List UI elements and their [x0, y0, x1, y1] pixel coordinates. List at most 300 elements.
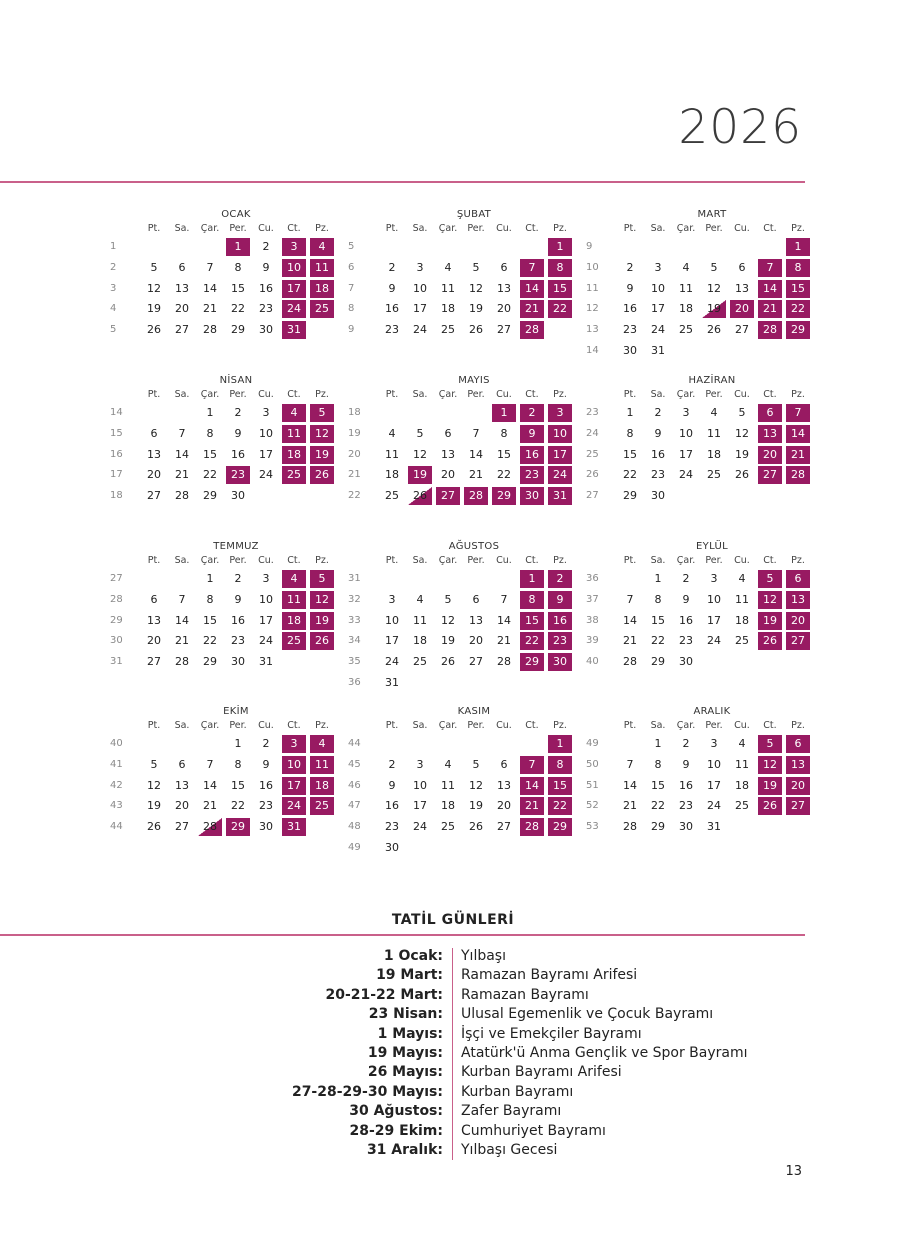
calendar-day: 15 — [548, 280, 572, 298]
calendar-day: 2 — [388, 757, 396, 771]
calendar-day: 25 — [282, 466, 306, 484]
weekday-header: Per. — [229, 223, 247, 234]
week-number: 5 — [110, 324, 117, 336]
calendar-day: 20 — [441, 468, 455, 482]
calendar-day: 20 — [758, 446, 782, 464]
calendar-day: 21 — [758, 300, 782, 318]
week-number: 39 — [586, 635, 599, 647]
week-number: 36 — [348, 677, 361, 688]
calendar-day: 19 — [408, 466, 432, 484]
calendar-day: 23 — [259, 799, 273, 813]
calendar-day: 22 — [203, 634, 217, 648]
calendar-day: 16 — [231, 447, 245, 461]
week-number: 18 — [348, 407, 361, 418]
weekday-header: Pz. — [791, 223, 805, 234]
calendar-day: 31 — [282, 818, 306, 836]
calendar-day: 29 — [520, 653, 544, 671]
calendar-day: 16 — [520, 446, 544, 464]
calendar-day: 17 — [679, 447, 693, 461]
holiday-name: Ramazan Bayramı — [461, 986, 589, 1003]
calendar-day: 6 — [150, 592, 158, 606]
week-number: 21 — [348, 469, 361, 481]
calendar-day: 14 — [469, 447, 483, 461]
calendar-day: 27 — [735, 323, 749, 337]
calendar-day: 6 — [178, 757, 186, 771]
calendar-day: 13 — [175, 778, 189, 792]
weekday-header: Ct. — [525, 720, 539, 731]
holiday-row — [0, 1064, 906, 1083]
calendar-day: 19 — [310, 612, 334, 630]
calendar-day: 11 — [735, 592, 749, 606]
calendar-day: 31 — [282, 321, 306, 339]
calendar-day: 9 — [388, 778, 396, 792]
weekday-header: Pt. — [623, 555, 637, 566]
month-name: HAZİRAN — [688, 375, 736, 386]
calendar-day: 13 — [786, 591, 810, 609]
week-number: 14 — [110, 407, 123, 418]
calendar-day: 20 — [147, 468, 161, 482]
calendar-day: 15 — [786, 280, 810, 298]
top-divider — [0, 181, 805, 183]
weekday-header: Çar. — [438, 555, 458, 566]
calendar-day: 9 — [388, 281, 396, 295]
weekday-header: Cu. — [734, 389, 750, 400]
calendar-day: 18 — [413, 634, 427, 648]
calendar-day: 16 — [548, 612, 572, 630]
weekday-header: Pt. — [623, 223, 637, 234]
weekday-header: Pz. — [315, 223, 329, 234]
calendar-day: 19 — [310, 446, 334, 464]
calendar-day: 22 — [651, 799, 665, 813]
calendar-day: 5 — [472, 757, 480, 771]
calendar-day: 27 — [436, 487, 460, 505]
calendar-day: 22 — [203, 468, 217, 482]
holiday-name: Atatürk'ü Anma Gençlik ve Spor Bayramı — [461, 1045, 748, 1061]
calendar-day: 22 — [786, 300, 810, 318]
calendar-day: 18 — [282, 612, 306, 630]
calendar-day: 17 — [259, 447, 273, 461]
calendar-day: 26 — [147, 820, 161, 834]
calendar-day: 16 — [679, 613, 693, 627]
calendar-day: 23 — [226, 466, 250, 484]
calendar-day: 4 — [738, 737, 746, 750]
calendar-day: 13 — [758, 425, 782, 443]
weekday-header: Cu. — [496, 389, 512, 400]
weekday-header: Per. — [705, 389, 723, 400]
calendar-day: 22 — [520, 632, 544, 650]
calendar-day: 3 — [654, 260, 662, 274]
holiday-row — [0, 1045, 906, 1064]
calendar-day: 20 — [786, 612, 810, 630]
calendar-day: 2 — [682, 572, 690, 585]
calendar-day: 30 — [231, 489, 245, 503]
week-number: 2 — [110, 261, 117, 273]
week-number: 8 — [348, 303, 355, 315]
weekday-header: Pz. — [553, 389, 567, 400]
calendar-day: 6 — [472, 592, 480, 606]
month-name: MAYIS — [458, 375, 490, 386]
calendar-day: 2 — [388, 260, 396, 274]
week-number: 46 — [348, 779, 361, 791]
calendar-day: 13 — [147, 613, 161, 627]
month-name: KASIM — [457, 706, 491, 717]
calendar-day: 3 — [710, 572, 718, 585]
calendar-day: 24 — [259, 468, 273, 482]
calendar-day: 26 — [310, 466, 334, 484]
calendar-day: 30 — [520, 487, 544, 505]
calendar-day: 15 — [651, 778, 665, 792]
weekday-header: Çar. — [200, 555, 220, 566]
holiday-name: Ramazan Bayramı Arifesi — [461, 967, 638, 984]
holiday-row — [0, 1026, 906, 1045]
calendar-day: 23 — [679, 634, 693, 648]
calendar-day: 22 — [548, 797, 572, 815]
calendar-day: 14 — [786, 425, 810, 443]
weekday-header: Ct. — [287, 223, 301, 234]
calendar-day: 3 — [710, 737, 718, 750]
calendar-day: 8 — [786, 259, 810, 277]
weekday-header: Ct. — [525, 555, 539, 566]
calendar-day: 11 — [707, 426, 721, 440]
weekday-header: Pz. — [791, 389, 805, 400]
calendar-day: 31 — [651, 344, 665, 357]
holiday-row — [0, 987, 906, 1006]
calendar-day: 22 — [623, 468, 637, 482]
calendar-day: 1 — [548, 238, 572, 256]
calendar-day: 15 — [651, 613, 665, 627]
calendar-day: 3 — [416, 757, 424, 771]
calendar-day: 15 — [231, 778, 245, 792]
calendar-day: 24 — [385, 655, 399, 669]
calendar-day: 29 — [548, 818, 572, 836]
calendar-day: 24 — [282, 300, 306, 318]
calendar-day: 11 — [282, 591, 306, 609]
weekday-header: Ct. — [287, 389, 301, 400]
calendar-day: 7 — [520, 259, 544, 277]
calendar-day: 16 — [231, 613, 245, 627]
calendar-day: 20 — [497, 302, 511, 316]
calendar-day: 21 — [175, 468, 189, 482]
calendar-day: 21 — [175, 634, 189, 648]
calendar-day: 4 — [388, 426, 396, 440]
calendar-day: 4 — [710, 406, 718, 419]
calendar-day: 17 — [282, 280, 306, 298]
calendar-day: 18 — [282, 446, 306, 464]
week-number: 5 — [348, 241, 355, 252]
week-number: 36 — [586, 573, 599, 584]
calendar-day: 25 — [441, 820, 455, 834]
calendar-day: 28 — [203, 323, 217, 337]
week-number: 34 — [348, 635, 361, 647]
week-number: 9 — [586, 241, 593, 252]
month-name: EKİM — [223, 706, 249, 717]
calendar-day: 7 — [626, 757, 634, 771]
calendar-day: 3 — [282, 238, 306, 256]
week-number: 10 — [586, 261, 599, 273]
calendar-day: 19 — [702, 300, 726, 318]
weekday-header: Ct. — [525, 223, 539, 234]
week-number: 17 — [110, 469, 123, 481]
weekday-header: Pz. — [791, 555, 805, 566]
calendar-day: 6 — [786, 735, 810, 753]
calendar-day: 23 — [623, 323, 637, 337]
week-number: 11 — [586, 282, 599, 294]
calendar-day: 25 — [310, 797, 334, 815]
calendar-day: 9 — [626, 281, 634, 295]
calendar-day: 4 — [444, 260, 452, 274]
weekday-header: Sa. — [650, 223, 666, 234]
calendar-day: 15 — [231, 281, 245, 295]
holiday-name: İşçi ve Emekçiler Bayramı — [461, 1025, 642, 1042]
calendar-day: 11 — [441, 778, 455, 792]
calendar-day: 25 — [735, 634, 749, 648]
week-number: 23 — [586, 407, 599, 418]
calendar-day: 21 — [786, 446, 810, 464]
holiday-row — [0, 1142, 906, 1161]
calendar-day: 26 — [758, 797, 782, 815]
calendar-day: 9 — [520, 425, 544, 443]
calendar-day: 26 — [469, 820, 483, 834]
calendar-day: 29 — [651, 655, 665, 669]
weekday-header: Sa. — [412, 720, 428, 731]
calendar-day: 29 — [623, 489, 637, 503]
weekday-header: Pt. — [385, 720, 399, 731]
calendar-day: 8 — [654, 757, 662, 771]
calendar-day: 24 — [679, 468, 693, 482]
week-number: 44 — [110, 821, 123, 833]
calendar-day: 11 — [310, 259, 334, 277]
calendar-day: 4 — [444, 757, 452, 771]
holiday-date: 1 Mayıs: — [377, 1025, 443, 1042]
calendar-day: 6 — [738, 260, 746, 274]
page-number: 13 — [785, 1164, 802, 1179]
calendar-day: 22 — [497, 468, 511, 482]
calendar-day: 4 — [416, 592, 424, 606]
calendar-day: 16 — [259, 281, 273, 295]
calendar-day: 27 — [497, 323, 511, 337]
calendar-day: 12 — [707, 281, 721, 295]
week-number: 7 — [348, 282, 355, 294]
holiday-date: 23 Nisan: — [368, 1006, 443, 1023]
calendar-day: 24 — [413, 820, 427, 834]
calendar-day: 5 — [444, 592, 452, 606]
calendar-day: 29 — [492, 487, 516, 505]
weekday-header: Sa. — [412, 223, 428, 234]
calendar-day: 1 — [654, 737, 662, 750]
calendar-day: 26 — [469, 323, 483, 337]
calendar-day: 14 — [623, 778, 637, 792]
calendar-day: 15 — [203, 447, 217, 461]
calendar-day: 17 — [707, 613, 721, 627]
calendar-day: 3 — [416, 260, 424, 274]
calendar-day: 21 — [203, 799, 217, 813]
weekday-header: Cu. — [734, 555, 750, 566]
calendar-day: 21 — [203, 302, 217, 316]
holiday-row — [0, 967, 906, 986]
week-number: 4 — [110, 303, 117, 315]
calendar-day: 19 — [758, 777, 782, 795]
holidays-divider — [0, 934, 805, 936]
calendar-day: 17 — [548, 446, 572, 464]
calendar-day: 13 — [147, 447, 161, 461]
calendar-day: 16 — [679, 778, 693, 792]
calendar-day: 9 — [262, 260, 270, 274]
calendar-day: 10 — [413, 778, 427, 792]
calendar-day: 10 — [707, 757, 721, 771]
weekday-header: Pt. — [147, 389, 161, 400]
calendar-day: 14 — [175, 613, 189, 627]
calendar-day: 18 — [735, 613, 749, 627]
week-number: 35 — [348, 656, 361, 668]
calendar-day: 6 — [758, 404, 782, 422]
calendar-day: 10 — [651, 281, 665, 295]
calendar-day: 3 — [548, 404, 572, 422]
weekday-header: Ct. — [287, 555, 301, 566]
calendar-day: 8 — [206, 592, 214, 606]
calendar-day: 2 — [682, 737, 690, 750]
weekday-header: Pt. — [385, 389, 399, 400]
calendar-day: 21 — [623, 634, 637, 648]
calendar-day: 7 — [178, 426, 186, 440]
calendar-day: 4 — [738, 572, 746, 585]
calendar-day: 7 — [472, 426, 480, 440]
week-number: 6 — [348, 261, 355, 273]
week-number: 15 — [110, 427, 123, 439]
week-number: 9 — [348, 324, 355, 336]
calendar-day: 2 — [234, 406, 242, 419]
weekday-header: Pz. — [553, 720, 567, 731]
weekday-header: Cu. — [258, 720, 274, 731]
calendar-day: 5 — [150, 757, 158, 771]
calendar-day: 27 — [469, 655, 483, 669]
calendar-day: 26 — [758, 632, 782, 650]
holiday-date: 26 Mayıs: — [367, 1064, 443, 1081]
week-number: 44 — [348, 738, 361, 749]
holiday-row — [0, 1006, 906, 1025]
week-number: 38 — [586, 614, 599, 626]
calendar-day: 11 — [413, 613, 427, 627]
holiday-date: 30 Ağustos: — [349, 1103, 443, 1120]
month-name: ŞUBAT — [456, 209, 492, 220]
calendar-day: 22 — [651, 634, 665, 648]
calendar-day: 25 — [441, 323, 455, 337]
holiday-date: 27-28-29-30 Mayıs: — [291, 1083, 443, 1100]
calendar-day: 12 — [441, 613, 455, 627]
calendar-day: 7 — [520, 756, 544, 774]
calendar-day: 17 — [385, 634, 399, 648]
calendar-day: 24 — [651, 323, 665, 337]
weekday-header: Pz. — [315, 720, 329, 731]
calendar-day: 2 — [520, 404, 544, 422]
weekday-header: Sa. — [650, 555, 666, 566]
holiday-row — [0, 1084, 906, 1103]
weekday-header: Per. — [229, 555, 247, 566]
weekday-header: Pt. — [147, 555, 161, 566]
calendar-day: 2 — [262, 737, 270, 750]
calendar-day: 14 — [497, 613, 511, 627]
weekday-header: Cu. — [496, 223, 512, 234]
calendar-day: 23 — [520, 466, 544, 484]
month-name: OCAK — [221, 209, 251, 220]
calendar-day: 7 — [786, 404, 810, 422]
week-number: 50 — [586, 758, 599, 770]
calendar-day: 9 — [654, 426, 662, 440]
calendar-day: 8 — [548, 756, 572, 774]
weekday-header: Pt. — [623, 720, 637, 731]
week-number: 51 — [586, 779, 599, 791]
calendar-day: 24 — [707, 799, 721, 813]
calendar-day: 9 — [234, 426, 242, 440]
calendar-day: 28 — [623, 820, 637, 834]
holidays-heading: TATİL GÜNLERİ — [391, 912, 515, 928]
calendar-day: 22 — [231, 799, 245, 813]
weekday-header: Ct. — [763, 555, 777, 566]
calendar-day: 29 — [226, 818, 250, 836]
holiday-name: Kurban Bayramı Arifesi — [461, 1064, 622, 1081]
calendar-day: 1 — [492, 404, 516, 422]
holiday-name: Yılbaşı Gecesi — [461, 1142, 558, 1158]
weekday-header: Per. — [467, 223, 485, 234]
calendar-day: 7 — [500, 592, 508, 606]
calendar-day: 5 — [738, 406, 746, 419]
holiday-date: 19 Mayıs: — [367, 1045, 443, 1061]
calendar-day: 8 — [206, 426, 214, 440]
calendar-day: 25 — [413, 655, 427, 669]
calendar-day: 25 — [707, 468, 721, 482]
holiday-date: 31 Aralık: — [366, 1142, 443, 1158]
calendar-day: 6 — [500, 260, 508, 274]
calendar-day: 19 — [469, 302, 483, 316]
calendar-day: 13 — [497, 778, 511, 792]
calendar-day: 17 — [707, 778, 721, 792]
calendar-day: 12 — [735, 426, 749, 440]
week-number: 32 — [348, 593, 361, 605]
calendar-day: 29 — [203, 655, 217, 669]
calendar-day: 13 — [175, 281, 189, 295]
calendar-day: 18 — [441, 302, 455, 316]
calendar-day: 14 — [758, 280, 782, 298]
weekday-header: Pt. — [147, 223, 161, 234]
calendar-day: 30 — [651, 489, 665, 503]
week-number: 49 — [348, 842, 361, 853]
calendar-day: 5 — [472, 260, 480, 274]
calendar-day: 13 — [786, 756, 810, 774]
calendar-day: 24 — [282, 797, 306, 815]
week-number: 27 — [110, 573, 123, 584]
calendar-day: 8 — [548, 259, 572, 277]
calendar-day: 28 — [623, 655, 637, 669]
calendar-day: 12 — [147, 778, 161, 792]
holiday-name: Zafer Bayramı — [461, 1103, 562, 1120]
calendar-day: 9 — [682, 757, 690, 771]
week-number: 16 — [110, 448, 123, 460]
calendar-day: 30 — [259, 820, 273, 834]
calendar-day: 30 — [679, 820, 693, 834]
weekday-header: Çar. — [200, 389, 220, 400]
calendar-day: 14 — [520, 777, 544, 795]
weekday-header: Ct. — [525, 389, 539, 400]
calendar-day: 2 — [548, 570, 572, 588]
weekday-header: Ct. — [763, 720, 777, 731]
week-number: 28 — [110, 593, 123, 605]
calendar-day: 27 — [147, 655, 161, 669]
calendar-day: 23 — [385, 323, 399, 337]
calendar-day: 1 — [226, 238, 250, 256]
calendar-day: 27 — [175, 820, 189, 834]
calendar-day: 11 — [441, 281, 455, 295]
calendar-day: 14 — [203, 778, 217, 792]
month-name: NİSAN — [219, 375, 253, 386]
